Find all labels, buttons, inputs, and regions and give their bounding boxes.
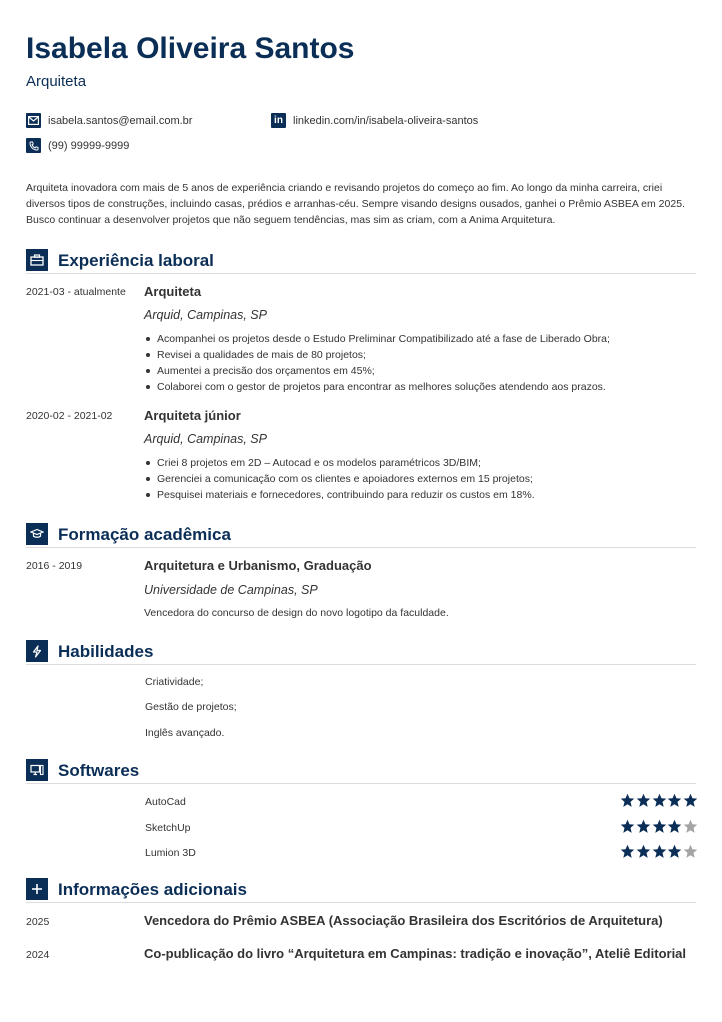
star-filled-icon xyxy=(683,793,698,808)
star-filled-icon xyxy=(652,793,667,808)
job-date: 2021-03 - atualmente xyxy=(26,286,126,298)
star-filled-icon xyxy=(667,844,682,859)
plus-icon xyxy=(26,878,48,900)
list-item: Revisei a qualidades de mais de 80 projetos; xyxy=(144,347,704,363)
star-empty-icon xyxy=(683,819,698,834)
section-title: Informações adicionais xyxy=(58,880,247,899)
star-filled-icon xyxy=(620,844,635,859)
section-experience-header xyxy=(26,249,696,274)
star-filled-icon xyxy=(667,819,682,834)
star-filled-icon xyxy=(620,793,635,808)
contact-email[interactable] xyxy=(26,113,192,128)
education-degree: Arquitetura e Urbanismo, Graduação xyxy=(144,558,372,573)
section-education-header xyxy=(26,523,696,548)
star-filled-icon xyxy=(636,819,651,834)
section-skills-header xyxy=(26,640,696,665)
software-name: AutoCad xyxy=(145,796,186,808)
contact-phone[interactable] xyxy=(26,138,129,153)
email-text[interactable]: isabela.santos@email.com.br xyxy=(48,114,193,127)
job-company: Arquid, Campinas, SP xyxy=(144,308,267,322)
contact-linkedin[interactable] xyxy=(271,113,478,128)
list-item: Pesquisei materiais e fornecedores, contribuindo para reduzir os custos em 18%. xyxy=(144,487,704,503)
info-year: 2025 xyxy=(26,916,50,928)
section-title: Habilidades xyxy=(58,642,154,661)
software-name: Lumion 3D xyxy=(145,847,196,859)
profile-summary: Arquiteta inovadora com mais de 5 anos de experiência criando e revisando projetos do começo ao fim. Ao longo da minha carreira, criei diversos tipos de construções, incluindo casas, prédios e arranhas-céu. Sempre visando designs ousados, ganhei o Prêmio ASBEA em 2025. Busco continuar a desenvolver projetos que não seguem tendências, mas sim as criam, com a Anima Arquitetura. xyxy=(26,182,685,226)
phone-icon xyxy=(26,138,41,153)
section-title: Softwares xyxy=(58,761,140,780)
list-item: Aumentei a precisão dos orçamentos em 45%; xyxy=(144,363,704,379)
skill-item: Gestão de projetos; xyxy=(145,701,237,713)
info-year: 2024 xyxy=(26,949,50,961)
computer-icon xyxy=(26,759,48,781)
section-title: Formação acadêmica xyxy=(58,525,231,544)
mail-icon xyxy=(26,113,41,128)
linkedin-text[interactable]: linkedin.com/in/isabela-oliveira-santos xyxy=(293,114,479,127)
education-school: Universidade de Campinas, SP xyxy=(144,583,318,597)
info-text: Vencedora do Prêmio ASBEA (Associação Brasileira dos Escritórios de Arquitetura) xyxy=(144,913,663,928)
list-item: Criei 8 projetos em 2D – Autocad e os modelos paramétricos 3D/BIM; xyxy=(144,455,704,471)
software-name: SketchUp xyxy=(145,822,191,834)
software-rating xyxy=(620,819,698,834)
briefcase-icon xyxy=(26,249,48,271)
software-rating xyxy=(620,844,698,859)
candidate-role: Arquiteta xyxy=(26,73,87,90)
education-note: Vencedora do concurso de design do novo logotipo da faculdade. xyxy=(144,607,449,619)
list-item: Gerenciei a comunicação com os clientes e apoiadores externos em 15 projetos; xyxy=(144,471,704,487)
job-date: 2020-02 - 2021-02 xyxy=(26,410,113,422)
section-title: Experiência laboral xyxy=(58,251,214,270)
star-filled-icon xyxy=(620,819,635,834)
job-title: Arquiteta júnior xyxy=(144,408,241,423)
linkedin-icon: in xyxy=(271,113,286,128)
job-bullets xyxy=(144,331,704,395)
star-filled-icon xyxy=(636,844,651,859)
section-additional-header xyxy=(26,878,696,903)
lightning-icon xyxy=(26,640,48,662)
software-rating xyxy=(620,793,698,808)
star-filled-icon xyxy=(652,819,667,834)
education-date: 2016 - 2019 xyxy=(26,560,83,572)
graduation-cap-icon xyxy=(26,523,48,545)
star-filled-icon xyxy=(667,793,682,808)
candidate-name: Isabela Oliveira Santos xyxy=(26,32,355,65)
phone-text[interactable]: (99) 99999-9999 xyxy=(48,139,130,152)
star-empty-icon xyxy=(683,844,698,859)
job-bullets xyxy=(144,455,704,503)
star-filled-icon xyxy=(636,793,651,808)
info-text: Co-publicação do livro “Arquitetura em Campinas: tradição e inovação”, Ateliê Editorial xyxy=(144,946,687,961)
skill-item: Criatividade; xyxy=(145,676,204,688)
list-item: Acompanhei os projetos desde o Estudo Preliminar Compatibilizado até a fase de Liberado Obra; xyxy=(144,331,704,347)
skill-item: Inglês avançado. xyxy=(145,727,225,739)
star-filled-icon xyxy=(652,844,667,859)
list-item: Colaborei com o gestor de projetos para encontrar as melhores soluções atendendo aos prazos. xyxy=(144,379,704,395)
section-software-header xyxy=(26,759,696,784)
job-title: Arquiteta xyxy=(144,284,202,299)
job-company: Arquid, Campinas, SP xyxy=(144,432,267,446)
